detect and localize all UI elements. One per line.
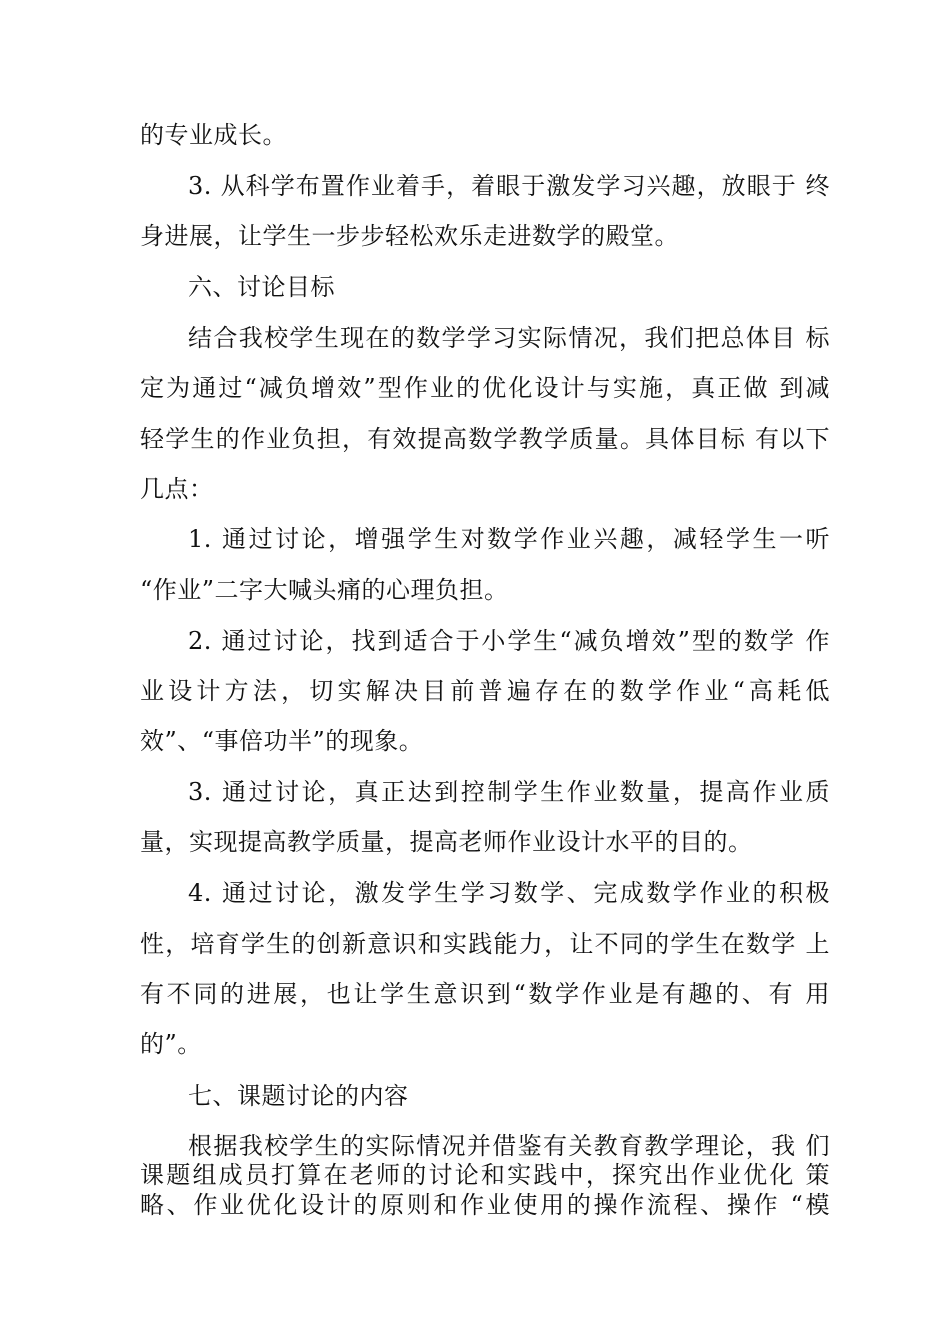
text-line: 量，实现提高教学质量，提高老师作业设计水平的目的。 [140, 828, 753, 856]
text-line: 略、作业优化设计的原则和作业使用的操作流程、操作 “模 [140, 1191, 830, 1219]
text-line: 3. 通过讨论，真正达到控制学生作业数量，提高作业质 [188, 778, 830, 806]
text-line: 业设计方法，切实解决目前普遍存在的数学作业“高耗低 [140, 677, 830, 705]
text-line: 1. 通过讨论，增强学生对数学作业兴趣，减轻学生一听 [188, 525, 830, 553]
text-line: 根据我校学生的实际情况并借鉴有关教育教学理论，我 们 [188, 1132, 830, 1160]
text-line: 定为通过“减负增效”型作业的优化设计与实施，真正做 到减 [140, 374, 830, 402]
text-line: 的专业成长。 [140, 121, 287, 149]
text-line: 的”。 [140, 1030, 202, 1058]
text-line: 性，培育学生的创新意识和实践能力，让不同的学生在数学 上 [140, 930, 830, 958]
text-line: 有不同的进展，也让学生意识到“数学作业是有趣的、有 用 [140, 980, 830, 1008]
text-line: 4. 通过讨论，激发学生学习数学、完成数学作业的积极 [188, 879, 830, 907]
text-line: 2. 通过讨论，找到适合于小学生“减负增效”型的数学 作 [188, 627, 830, 655]
text-line: 课题组成员打算在老师的讨论和实践中，探究出作业优化 策 [140, 1161, 830, 1189]
text-line: 身进展，让学生一步步轻松欢乐走进数学的殿堂。 [140, 222, 679, 250]
section-heading: 七、课题讨论的内容 [188, 1082, 409, 1110]
text-line: 轻学生的作业负担，有效提高数学教学质量。具体目标 有以下 [140, 425, 830, 453]
text-line: 效”、“事倍功半”的现象。 [140, 727, 424, 755]
text-line: 几点： [140, 475, 214, 503]
text-line: 结合我校学生现在的数学学习实际情况，我们把总体目 标 [188, 324, 830, 352]
section-heading: 六、讨论目标 [188, 273, 335, 301]
text-line: “作业”二字大喊头痛的心理负担。 [140, 576, 509, 604]
text-line: 3. 从科学布置作业着手，着眼于激发学习兴趣，放眼于 终 [188, 172, 830, 200]
